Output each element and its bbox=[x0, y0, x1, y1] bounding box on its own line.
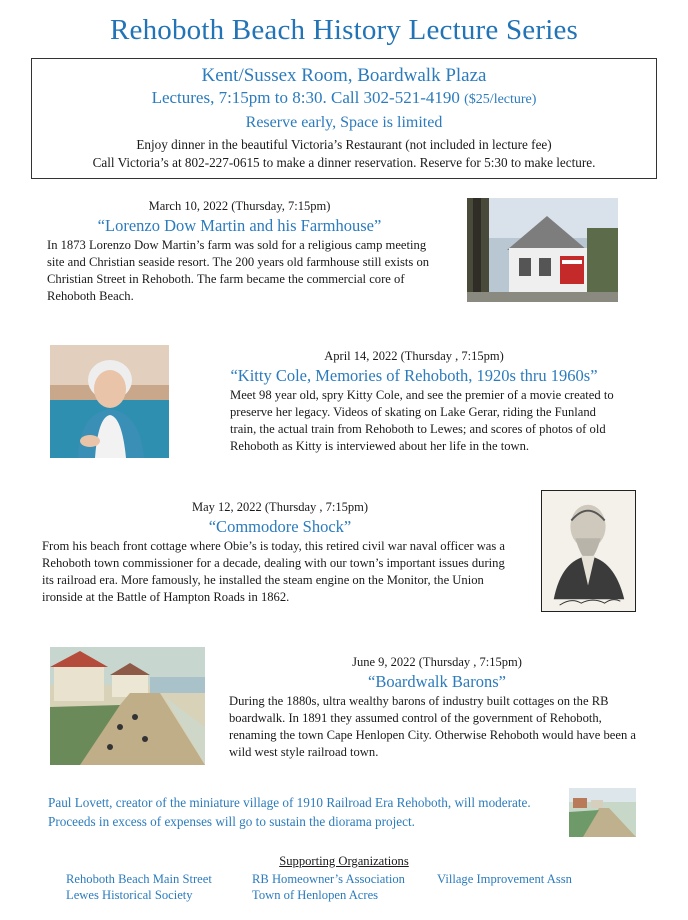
supporting-orgs-heading: Supporting Organizations bbox=[279, 854, 409, 868]
boardwalk-postcard bbox=[50, 647, 205, 765]
lecture-date: May 12, 2022 (Thursday , 7:15pm) bbox=[191, 500, 369, 514]
page-title: Rehoboth Beach History Lecture Series bbox=[109, 14, 579, 46]
org-item: Rehoboth Beach Main Street bbox=[66, 872, 212, 886]
lecture-2 bbox=[204, 348, 624, 455]
lecture-title: “Kitty Cole, Memories of Rehoboth, 1920s thru 1960s” bbox=[230, 366, 598, 385]
venue-reserve-note: Reserve early, Space is limited bbox=[245, 114, 443, 131]
lecture-description: Meet 98 year old, spry Kitty Cole, and see the premier of a movie created to preserve her legacy. Videos of skating on Lake Gerar, riding the Funland train, the actual train from Rehoboth to Lewes; and scores of photos of old Rehoboth as Kitty is interviewed about her life in the town. bbox=[230, 388, 614, 453]
lecture-date: April 14, 2022 (Thursday , 7:15pm) bbox=[324, 349, 504, 363]
lecture-date: June 9, 2022 (Thursday , 7:15pm) bbox=[352, 655, 522, 669]
org-item: Lewes Historical Society bbox=[66, 888, 193, 902]
engraved-portrait bbox=[541, 490, 636, 612]
lecture-description: In 1873 Lorenzo Dow Martin’s farm was sold for a religious camp meeting site and Christian seaside resort. The 200 years old farmhouse still exists on Christian Street in Rehoboth. The farm became the commercial core of Rehoboth Beach. bbox=[47, 238, 430, 303]
lecture-title: “Commodore Shock” bbox=[208, 517, 352, 536]
lecture-title: “Lorenzo Dow Martin and his Farmhouse” bbox=[97, 216, 382, 235]
venue-times-text: Lectures, 7:15pm to 8:30. Call 302-521-4190 bbox=[151, 88, 460, 107]
lecture-title: “Boardwalk Barons” bbox=[368, 672, 506, 691]
venue-dinner-note: Enjoy dinner in the beautiful Victoria’s Restaurant (not included in lecture fee) bbox=[136, 137, 552, 152]
org-item: Town of Henlopen Acres bbox=[252, 888, 379, 902]
lecture-4 bbox=[229, 654, 645, 761]
lecture-date: March 10, 2022 (Thursday, 7:15pm) bbox=[148, 199, 331, 213]
moderator-note: Paul Lovett, creator of the miniature village of 1910 Railroad Era Rehoboth, will moderate. Proceeds in excess of expenses will go to sustain the diorama project. bbox=[48, 795, 531, 829]
lecture-3 bbox=[42, 499, 518, 606]
venue-dinner-call: Call Victoria’s at 802-227-0615 to make a dinner reservation. Reserve for 5:30 to make lecture. bbox=[92, 155, 596, 170]
portrait-photo bbox=[50, 345, 169, 458]
venue-times bbox=[32, 87, 656, 111]
farmhouse-photo bbox=[467, 198, 618, 302]
venue-info-box bbox=[31, 58, 657, 179]
venue-price: ($25/lecture) bbox=[464, 92, 537, 107]
venue-location: Kent/Sussex Room, Boardwalk Plaza bbox=[201, 65, 487, 86]
diorama-photo bbox=[569, 788, 636, 837]
lecture-1 bbox=[47, 198, 432, 305]
lecture-description: From his beach front cottage where Obie’s is today, this retired civil war naval officer was a Rehoboth town commissioner for a decade, dealing with our town’s important issues during its railroad era. More famously, he installed the steam engine on the Monitor, the Union ironside at the Battle of Hampton Roads in 1862. bbox=[42, 539, 506, 604]
org-item: Village Improvement Assn bbox=[437, 872, 572, 886]
org-item: RB Homeowner’s Association bbox=[252, 872, 405, 886]
lecture-description: During the 1880s, ultra wealthy barons of industry built cottages on the RB boardwalk. In 1891 they assumed control of the government of Rehoboth, renaming the town Cape Henlopen City. Otherwise Rehoboth would have been a wild west style railroad town. bbox=[229, 694, 636, 759]
